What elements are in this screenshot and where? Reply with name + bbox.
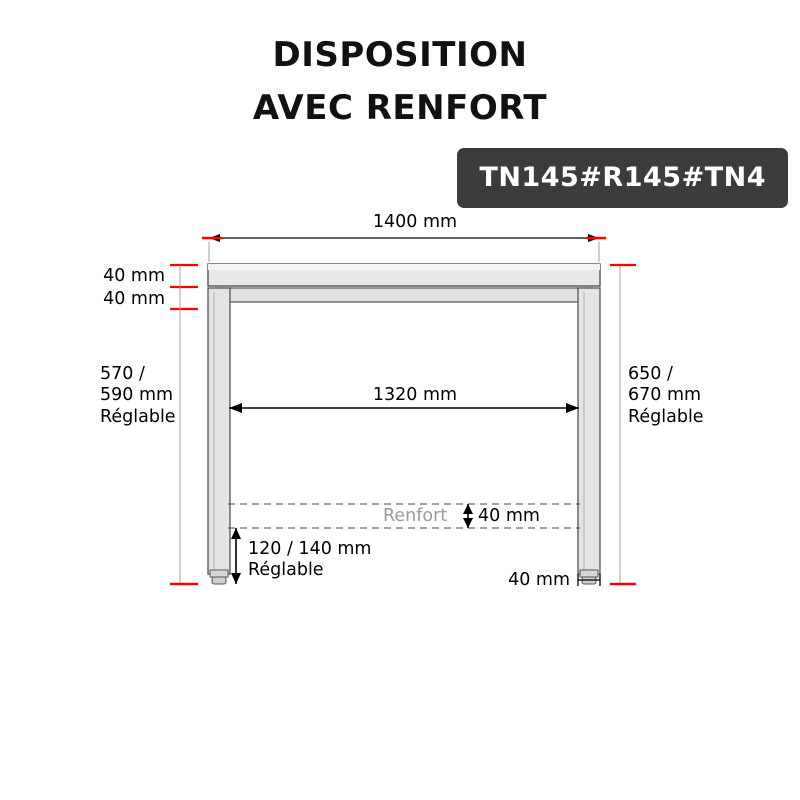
- label-left-height-3: Réglable: [100, 407, 176, 427]
- label-renfort-thickness: 40 mm: [478, 506, 568, 527]
- label-right-height-3: Réglable: [628, 407, 704, 427]
- page-title-line-2: AVEC RENFORT: [252, 88, 548, 128]
- table-leg-left: [208, 288, 230, 574]
- label-left-height-1: 570 /: [100, 364, 145, 384]
- label-renfort: Renfort: [383, 506, 448, 526]
- dimension-foot-height: [231, 528, 241, 584]
- label-inner-width: 1320 mm: [330, 385, 500, 406]
- label-foot-height-1: 120 / 140 mm: [248, 539, 372, 559]
- label-foot-height-2: Réglable: [248, 560, 324, 580]
- reference-badge: TN145#R145#TN4: [457, 148, 788, 208]
- label-top-width: 1400 mm: [372, 212, 458, 232]
- table-foot-left: [210, 570, 228, 584]
- label-right-height-1: 650 /: [628, 364, 673, 384]
- label-thickness-1: 40 mm: [103, 266, 165, 286]
- dimension-renfort-thickness: [463, 504, 473, 528]
- label-left-height-2: 590 mm: [100, 385, 174, 405]
- table-apron: [218, 288, 590, 302]
- label-right-height-2: 670 mm: [628, 385, 702, 405]
- table-top: [208, 264, 600, 286]
- table-foot-right: [580, 570, 598, 584]
- dimension-top-width: [202, 234, 606, 262]
- label-thickness-2: 40 mm: [103, 289, 165, 309]
- page-title-line-1: DISPOSITION: [272, 35, 528, 75]
- label-leg-width: 40 mm: [508, 570, 570, 590]
- table-leg-right: [578, 288, 600, 574]
- dimension-top-thickness: [170, 265, 198, 309]
